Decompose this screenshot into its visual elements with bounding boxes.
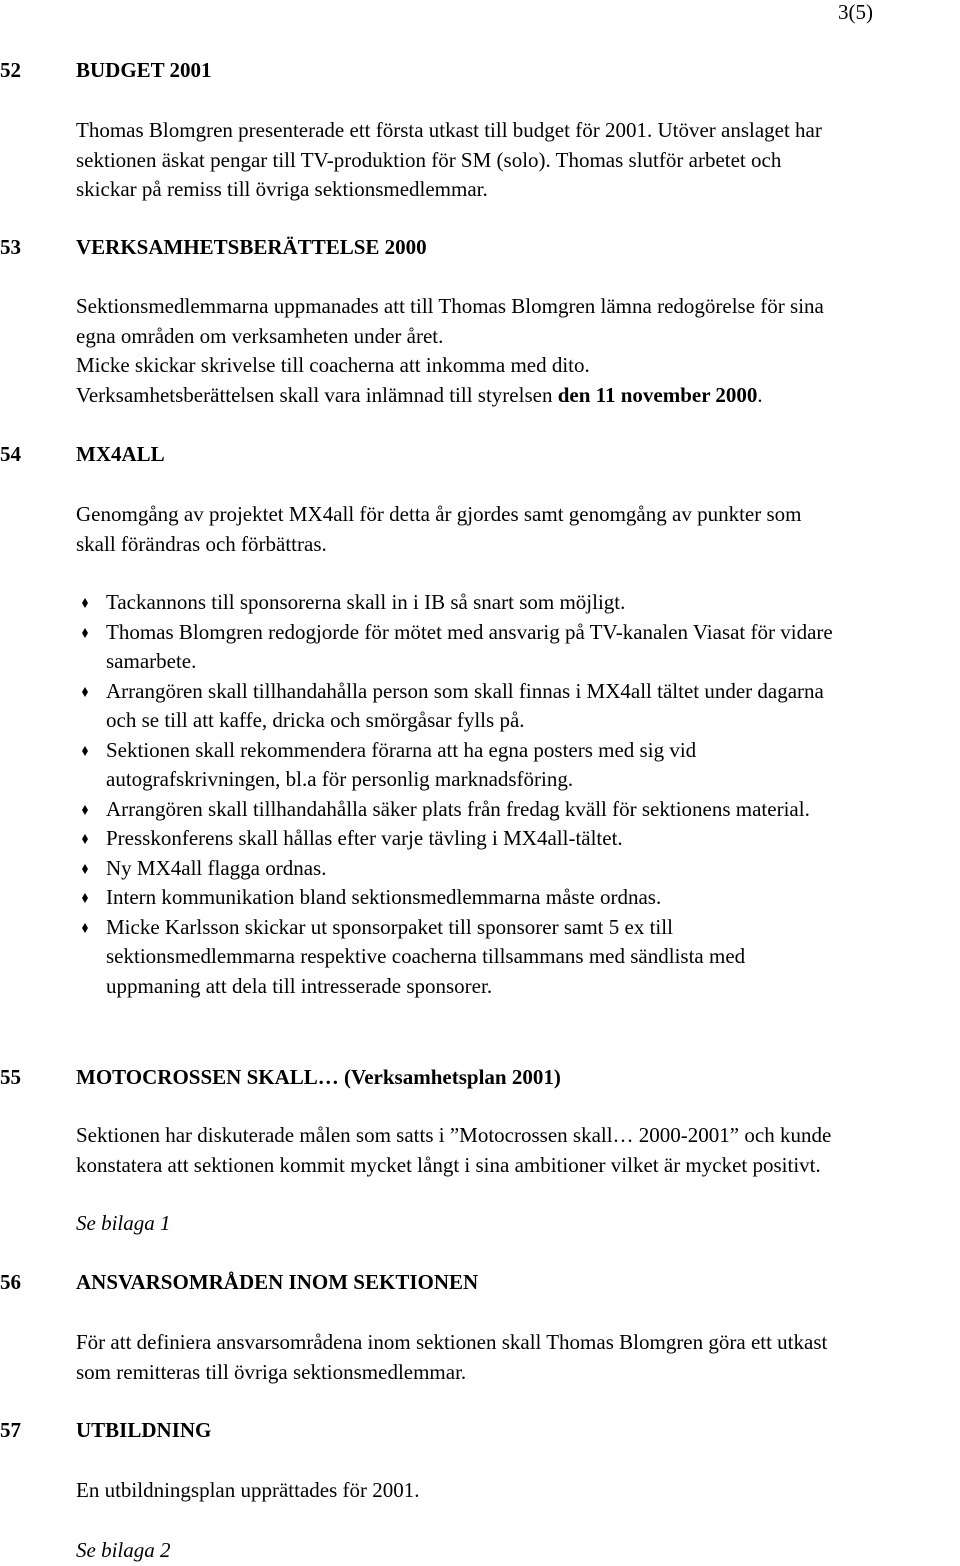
body-line: Micke skickar skrivelse till coacherna att inkomma med dito. — [76, 353, 590, 377]
list-item — [0, 795, 960, 825]
diamond-bullet-icon — [82, 864, 88, 874]
body-line: egna områden om verksamheten under året. — [76, 323, 444, 348]
list-item-line: Tackannons till sponsorerna skall in i IB så snart som möjligt. — [106, 590, 626, 614]
attachment-reference: Se bilaga 1 — [76, 1211, 171, 1235]
section-number: 54 — [0, 442, 21, 466]
list-item-line: Intern kommunikation bland sektionsmedlemmarna måste ordnas. — [106, 885, 662, 909]
diamond-bullet-icon — [82, 834, 88, 844]
deadline-suffix: . — [757, 382, 763, 407]
section-body — [76, 1121, 956, 1180]
body-line: En utbildningsplan upprättades för 2001. — [76, 1478, 420, 1502]
section-number: 52 — [0, 58, 21, 82]
list-item-line: Thomas Blomgren redogjorde för mötet med ansvarig på TV-kanalen Viasat för vidare — [106, 619, 833, 644]
list-item — [0, 883, 960, 913]
list-item — [0, 677, 960, 736]
page-number: 3(5) — [838, 0, 873, 24]
list-item-line: och se till att kaffe, dricka och smörgåsar fylls på. — [106, 708, 525, 732]
body-line-deadline — [76, 381, 956, 411]
section-title: MOTOCROSSEN SKALL… (Verksamhetsplan 2001) — [76, 1065, 561, 1089]
body-line: sektionen äskat pengar till TV-produktion för SM (solo). Thomas slutför arbetet och — [76, 147, 782, 172]
list-item-line: Sektionen skall rekommendera förarna att ha egna posters med sig vid — [106, 737, 697, 762]
list-item — [0, 824, 960, 854]
body-line: Sektionsmedlemmarna uppmanades att till Thomas Blomgren lämna redogörelse för sina — [76, 294, 824, 318]
list-item-line: Arrangören skall tillhandahålla person som skall finnas i MX4all tältet under dagarna — [106, 678, 824, 703]
section-number: 56 — [0, 1270, 21, 1294]
body-line: Thomas Blomgren presenterade ett första utkast till budget för 2001. Utöver anslaget har — [76, 118, 822, 142]
section-title: VERKSAMHETSBERÄTTELSE 2000 — [76, 235, 427, 259]
section-body — [76, 116, 956, 205]
attachment-reference: Se bilaga 2 — [76, 1538, 171, 1562]
section-title: MX4ALL — [76, 442, 165, 466]
list-item-line: autografskrivningen, bl.a för personlig marknadsföring. — [106, 767, 574, 791]
list-item — [0, 913, 960, 1002]
list-item — [0, 618, 960, 677]
list-item-line: Ny MX4all flagga ordnas. — [106, 855, 327, 880]
list-item — [0, 736, 960, 795]
section-number: 55 — [0, 1065, 21, 1089]
list-item-line: Micke Karlsson skickar ut sponsorpaket till sponsorer samt 5 ex till — [106, 914, 673, 939]
diamond-bullet-icon — [82, 893, 88, 903]
diamond-bullet-icon — [82, 598, 88, 608]
body-line: För att definiera ansvarsområdena inom sektionen skall Thomas Blomgren göra ett utkast — [76, 1330, 828, 1354]
diamond-bullet-icon — [82, 628, 88, 638]
diamond-bullet-icon — [82, 923, 88, 933]
list-item — [0, 588, 960, 618]
body-line: skall förändras och förbättras. — [76, 531, 327, 556]
list-item-line: samarbete. — [106, 649, 197, 673]
diamond-bullet-icon — [82, 805, 88, 815]
section-body — [76, 292, 956, 410]
bullet-list — [0, 588, 960, 1001]
section-title: ANSVARSOMRÅDEN INOM SEKTIONEN — [76, 1270, 479, 1294]
section-body — [76, 1476, 956, 1506]
list-item-line: Arrangören skall tillhandahålla säker plats från fredag kväll för sektionens material. — [106, 796, 810, 821]
list-item-line: uppmaning att dela till intresserade sponsorer. — [106, 973, 493, 998]
section-number: 53 — [0, 235, 21, 259]
body-line: Genomgång av projektet MX4all för detta år gjordes samt genomgång av punkter som — [76, 502, 802, 526]
list-item — [0, 854, 960, 884]
deadline-prefix: Verksamhetsberättelsen skall vara inlämnad till styrelsen — [76, 382, 558, 407]
diamond-bullet-icon — [82, 746, 88, 756]
section-body — [76, 1328, 956, 1387]
body-line: Sektionen har diskuterade målen som satts i ”Motocrossen skall… 2000-2001” och kunde — [76, 1123, 832, 1147]
list-item-line: sektionsmedlemmarna respektive coacherna tillsammans med sändlista med — [106, 944, 746, 968]
list-item-line: Presskonferens skall hållas efter varje tävling i MX4all-tältet. — [106, 826, 623, 850]
body-line: konstatera att sektionen kommit mycket långt i sina ambitioner vilket är mycket positivt. — [76, 1152, 821, 1177]
section-body — [76, 500, 956, 559]
deadline-date: den 11 november 2000 — [557, 382, 758, 407]
body-line: skickar på remiss till övriga sektionsmedlemmar. — [76, 177, 488, 201]
diamond-bullet-icon — [82, 687, 88, 697]
section-number: 57 — [0, 1418, 21, 1442]
section-title: UTBILDNING — [76, 1418, 212, 1442]
section-title: BUDGET 2001 — [76, 58, 212, 82]
body-line: som remitteras till övriga sektionsmedlemmar. — [76, 1359, 467, 1384]
